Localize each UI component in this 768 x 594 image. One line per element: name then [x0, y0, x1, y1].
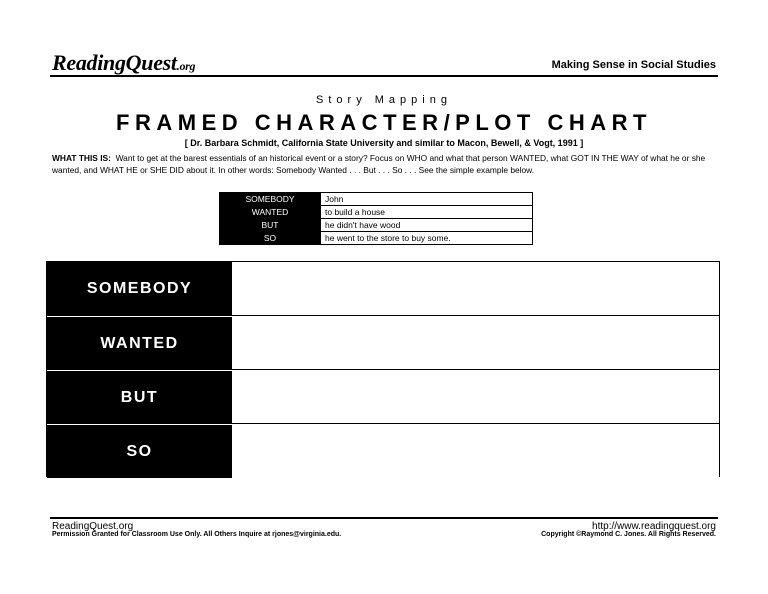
description-text: Want to get at the barest essentials of an historical event or a story? Focus on WHO and what that person WANTED, what GOT IN THE WAY of what he or she wanted, and WHAT HE or SHE DID about it. In other words: Somebody Wanted . . . But . . . So . . . See the simple example below.	[52, 153, 706, 175]
example-key: BUT	[220, 219, 321, 232]
chart-label-but: BUT	[47, 370, 232, 424]
chart-row-but	[47, 369, 719, 424]
description-label: WHAT THIS IS:	[52, 153, 111, 163]
example-value: to build a house	[321, 206, 533, 219]
chart-row-somebody	[47, 262, 719, 316]
chart-row-so	[47, 423, 719, 478]
example-value: he went to the store to buy some.	[321, 232, 533, 245]
example-table	[219, 192, 533, 245]
footer-divider	[50, 517, 718, 519]
footer-permission: Permission Granted for Classroom Use Only. All Others Inquire at rjones@virginia.edu.	[52, 531, 342, 538]
citation: [ Dr. Barbara Schmidt, California State University and similar to Macon, Bewell, & Vogt, 1991 ]	[184, 138, 584, 148]
chart-label-wanted: WANTED	[47, 316, 232, 370]
footer-site-name: ReadingQuest.org	[52, 521, 134, 532]
site-logo	[52, 50, 195, 76]
logo-suffix: .org	[176, 59, 196, 73]
plot-chart	[46, 261, 720, 477]
example-value: John	[321, 193, 533, 206]
example-key: SO	[220, 232, 321, 245]
footer-site-url[interactable]: http://www.readingquest.org	[592, 521, 716, 532]
description-paragraph	[52, 152, 720, 176]
example-row	[220, 219, 533, 232]
chart-answer-so[interactable]	[232, 424, 719, 478]
footer-copyright: Copyright ©Raymond C. Jones. All Rights Reserved.	[541, 531, 716, 538]
chart-label-so: SO	[47, 424, 232, 478]
example-row	[220, 232, 533, 245]
example-key: SOMEBODY	[220, 193, 321, 206]
chart-answer-but[interactable]	[232, 370, 719, 424]
page-subtitle: Story Mapping	[316, 94, 452, 106]
header-tagline: Making Sense in Social Studies	[551, 59, 716, 71]
chart-answer-somebody[interactable]	[232, 262, 719, 316]
logo-main: ReadingQuest	[52, 50, 177, 75]
chart-row-wanted	[47, 315, 719, 370]
header-divider	[50, 75, 718, 77]
example-row	[220, 206, 533, 219]
example-key: WANTED	[220, 206, 321, 219]
chart-label-somebody: SOMEBODY	[47, 262, 232, 316]
example-value: he didn't have wood	[321, 219, 533, 232]
page-title: FRAMED CHARACTER/PLOT CHART	[116, 110, 652, 135]
chart-answer-wanted[interactable]	[232, 316, 719, 370]
example-row	[220, 193, 533, 206]
